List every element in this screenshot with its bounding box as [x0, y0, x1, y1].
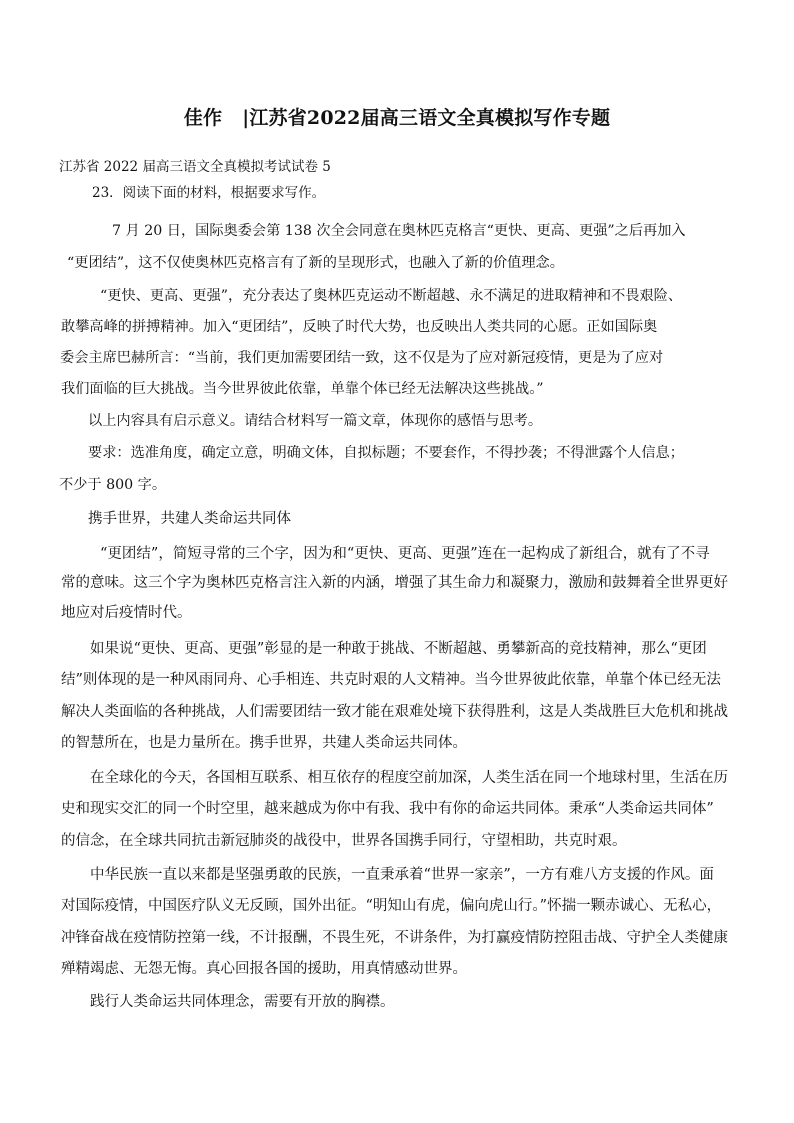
essay-paragraph-3-line-2: 史和现实交汇的同一个时空里，越来越成为你中有我、我中有你的命运共同体。秉承“人类命运共同体”	[61, 801, 714, 817]
page-title	[0, 103, 794, 130]
material-paragraph-2-line-2: 敢攀高峰的拼搏精神。加入“更团结”，反映了时代大势，也反映出人类共同的心愿。正如国际奥	[61, 319, 658, 335]
essay-paragraph-1-line-1: “更团结”，简短寻常的三个字，因为和“更快、更高、更强”连在一起构成了新组合，就有了不寻	[100, 546, 710, 562]
essay-paragraph-2-line-1: 如果说“更快、更高、更强”彰显的是一种敢于挑战、不断超越、勇攀新高的竞技精神，那么“更团	[90, 641, 707, 657]
essay-paragraph-2-line-2: 结”则体现的是一种风雨同舟、心手相连、共克时艰的人文精神。当今世界彼此依靠，单靠个体已经无法	[61, 672, 721, 688]
requirements-line-2: 不少于 800 字。	[59, 477, 167, 493]
source-line: 江苏省 2022 届高三语文全真模拟考试试卷 5	[59, 159, 331, 175]
essay-paragraph-1-line-2: 常的意味。这三个字为奥林匹克格言注入新的内涵，增强了其生命力和凝聚力，激励和鼓舞着全世界更好	[61, 575, 728, 591]
essay-paragraph-1-line-3: 地应对后疫情时代。	[61, 605, 192, 621]
essay-paragraph-4-line-2: 对国际疫情，中国医疗队义无反顾，国外出征。“明知山有虎，偏向虎山行。”怀揣一颗赤诚心、无私心，	[61, 898, 722, 914]
material-paragraph-2-line-3: 委会主席巴赫所言：“当前，我们更加需要团结一致，这不仅是为了应对新冠疫情，更是为了应对	[60, 350, 664, 366]
essay-paragraph-4-line-4: 殚精竭虑、无怨无悔。真心回报各国的援助，用真情感动世界。	[61, 961, 467, 977]
material-paragraph-2-line-4: 我们面临的巨大挑战。当今世界彼此依靠，单靠个体已经无法解决这些挑战。”	[61, 381, 544, 397]
title-prefix: 佳作	[183, 107, 223, 129]
essay-paragraph-2-line-3: 解决人类面临的各种挑战，人们需要团结一致才能在艰难处境下获得胜利，这是人类战胜巨大危机和挑战	[61, 704, 728, 720]
essay-title: 携手世界，共建人类命运共同体	[88, 511, 291, 527]
essay-paragraph-4-line-3: 冲锋奋战在疫情防控第一线，不计报酬，不畏生死，不讲条件，为打赢疫情防控阻击战、守护全人类健康	[61, 930, 728, 946]
essay-paragraph-2-line-4: 的智慧所在，也是力量所在。携手世界，共建人类命运共同体。	[61, 735, 467, 751]
material-paragraph-2-line-1: “更快、更高、更强”，充分表达了奥林匹克运动不断超越、永不满足的进取精神和不畏艰险、	[100, 288, 683, 304]
essay-paragraph-5-line-1: 践行人类命运共同体理念，需要有开放的胸襟。	[90, 994, 395, 1010]
essay-paragraph-3-line-1: 在全球化的今天，各国相互联系、相互依存的程度空前加深，人类生活在同一个地球村里，生活在历	[90, 770, 728, 786]
title-main: |江苏省2022届高三语文全真模拟写作专题	[242, 107, 611, 129]
requirements-line-1: 要求：选准角度，确定立意，明确文体，自拟标题；不要套作，不得抄袭；不得泄露个人信息；	[88, 445, 684, 461]
essay-paragraph-3-line-3: 的信念，在全球共同抗击新冠肺炎的战役中，世界各国携手同行，守望相助，共克时艰。	[61, 833, 627, 849]
essay-paragraph-4-line-1: 中华民族一直以来都是坚强勇敢的民族，一直秉承着“世界一家亲”，一方有难八方支援的作风。面	[90, 867, 714, 883]
material-paragraph-1-line-1: 7 月 20 日，国际奥委会第 138 次全会同意在奥林匹克格言“更快、更高、更强”之后再加入	[112, 223, 686, 239]
material-paragraph-1-line-2: “更团结”，这不仅使奥林匹克格言有了新的呈现形式，也融入了新的价值理念。	[67, 255, 564, 271]
material-paragraph-3: 以上内容具有启示意义。请结合材料写一篇文章，体现你的感悟与思考。	[88, 413, 543, 429]
prompt-intro: 23．阅读下面的材料，根据要求写作。	[92, 185, 326, 201]
